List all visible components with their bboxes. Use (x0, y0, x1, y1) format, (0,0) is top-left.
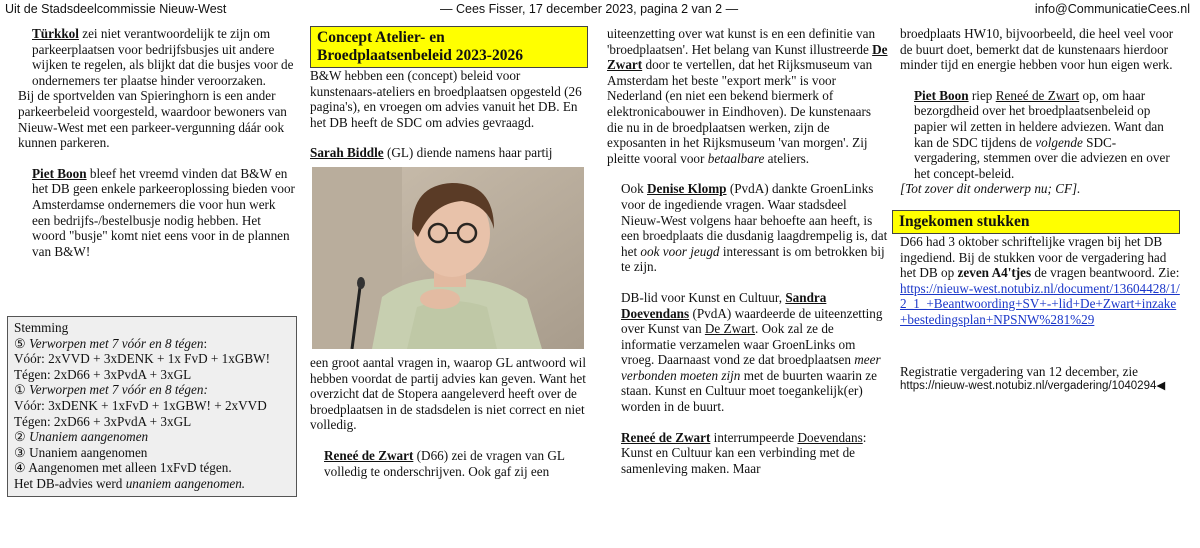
column-1 (18, 26, 296, 259)
paragraph-bw-beleid: B&W hebben een (concept) beleid voor kunstenaars-ateliers en broedplaatsen opgesteld (26 pagina's), en vroegen om advies vanuit het DB. En het DB heeft de SDC om advies gevraagd. (310, 68, 582, 130)
paragraph-text: interrumpeerde (710, 429, 798, 445)
paragraph-text: op, om haar bezorgdheid over het broedplaatsenbeleid op papier wil zetten in heldere adviezen. Want dan kan de SDC tijdens de (914, 87, 1164, 150)
paragraph-text: Ook (621, 181, 648, 197)
paragraph-text: (PvdA) waardeerde de uiteenzetting over Kunst van (621, 305, 883, 337)
stemming-line (14, 382, 290, 398)
paragraph-denise-klomp (607, 181, 889, 275)
section-heading-broedplaatsen (310, 26, 588, 68)
stemming-box (7, 316, 297, 497)
paragraph-text: ateliers. (764, 150, 810, 166)
stemming-text: Aangenomen met alleen 1xFvD tégen. (25, 460, 232, 476)
paragraph-d66-vragen (900, 234, 1180, 281)
paragraph-text: bleef het vreemd vinden dat B&W en het DB geen enkele parkeeroplossing bieden voor Amsterdamse ondernemers die voor hun werk een bedrijfs-/bestelbusje nodig hebben. Het woord "busje" komt niet eens voor in de plannen van B&W! (32, 165, 295, 259)
document-link[interactable]: https://nieuw-west.notubiz.nl/document/13604428/1/2_1_+Beantwoording+SV+-+lid+De+Zwart+inzake+bestedingsplan+NPSNW%281%29 (900, 280, 1180, 327)
section-heading-ingekomen: Ingekomen stukken (892, 210, 1180, 234)
paragraph-text: zei niet verantwoordelijk te zijn om parkeerplaatsen voor bedrijfsbusjes uit andere wijken te regelen, als blijkt dat die busjes voor de ondernemers ter plaatse hinder veroorzaken. (32, 26, 294, 88)
paragraph-text: de vragen beantwoord. Zie: (1031, 265, 1180, 281)
stemming-text: unaniem aangenomen. (125, 475, 246, 491)
paragraph-text: DB-lid voor Kunst en Cultuur, (621, 289, 786, 305)
heading-line: Concept Atelier- en (317, 29, 445, 46)
speaker-name: Sarah Biddle (310, 145, 384, 161)
stemming-line (14, 445, 290, 461)
paragraph-turkkol (18, 26, 296, 88)
stemming-text: Het DB-advies werd (14, 475, 126, 491)
registratie-text: Registratie vergadering van 12 december, zie (900, 363, 1138, 379)
paragraph-text: : Kunst en Cultuur kan een verbinding met de samenleving maken. Maar (621, 429, 867, 476)
speaker-name: Sandra Doevendans (621, 289, 827, 321)
emphasis-text: meer verbonden moeten zijn (621, 352, 881, 383)
name-reference: De Zwart (704, 321, 756, 337)
paragraph-text: (PvdA) dankte GroenLinks voor de ingediende vragen. Waar stadsdeel Nieuw-West volgens haar behoefte aan heeft, is een broedplaats die dusdanig laagdrempelig is, dat het (621, 181, 888, 259)
note-text: [Tot zover dit onderwerp nu; CF]. (900, 181, 1081, 197)
stemming-title: Stemming (14, 320, 69, 335)
speaker-name: Piet Boon (32, 165, 87, 181)
heading-line: Broedplaatsenbeleid 2023-2026 (317, 47, 523, 64)
number-4-icon: ④ (14, 460, 26, 476)
number-3-icon: ③ (14, 444, 26, 460)
stemming-line (14, 429, 290, 445)
paragraph-hw10: broedplaats HW10, bijvoorbeeld, die heel veel voor de buurt doet, bemerkt dat de kunstenaars hierdoor minder tijd en energie hebben voor hun eigen werk. (900, 26, 1174, 73)
speaker-name: Türkkol (32, 26, 79, 41)
column-3 (607, 26, 889, 476)
paragraph-piet-boon (18, 166, 296, 260)
editor-note (900, 181, 1180, 197)
paragraph-text: D66 had 3 oktober schriftelijke vragen bij het DB ingediend. Bij de stukken voor de vergadering had het DB op (900, 233, 1167, 281)
paragraph-kunst-uiteenzetting (607, 26, 889, 166)
page-header (5, 2, 1190, 20)
paragraph-renee-de-zwart (310, 448, 588, 479)
number-1-icon: ① (14, 382, 26, 398)
stemming-line (14, 460, 290, 476)
speaker-photo (312, 167, 584, 349)
column-4 (900, 26, 1180, 395)
stemming-text: Verworpen met 7 vóór en 8 tégen (25, 335, 204, 351)
header-author-date: — Cees Fisser, 17 december 2023, pagina 2 van 2 — (440, 2, 739, 16)
header-source: Uit de Stadsdeelcommissie Nieuw-West (5, 2, 227, 16)
speaker-name: Reneé de Zwart (324, 447, 414, 463)
speaker-name: De Zwart (607, 41, 888, 73)
paragraph-text: riep (968, 87, 996, 103)
stemming-text: Unaniem aangenomen (25, 429, 149, 445)
stemming-text: Unaniem aangenomen (25, 444, 148, 460)
speaker-name: Denise Klomp (647, 181, 727, 197)
paragraph-text: door te vertellen, dat het Rijksmuseum van Amsterdam het beste "export merk" is voor Nederland (en niet een bekend biermerk of elektronicabouwer in Eindhoven). De kunstenaars die nu in de broedplaatsen werken, zijn de exposanten in het Rijksmuseum 'van morgen'. Zij pleitte vooral voor (607, 57, 873, 166)
stemming-line: Tégen: 2xD66 + 3xPvdA + 3xGL (14, 366, 192, 382)
name-reference: Doevendans (797, 429, 863, 445)
stemming-line (14, 476, 290, 492)
paragraph-renee-interruptie (607, 430, 889, 477)
number-2-icon: ② (14, 429, 26, 445)
speaker-name: Reneé de Zwart (621, 429, 711, 445)
name-reference: Reneé de Zwart (995, 87, 1080, 103)
stemming-line: Vóór: 3xDENK + 1xFvD + 1xGBW! + 2xVVD (14, 397, 267, 413)
paragraph-gl-vragen: een groot aantal vragen in, waarop GL antwoord wil hebben voordat de partij advies kan geven. Want het overzicht dat de Stopera aangeleverd heeft over de broedplaatsen in de stadsdelen is niet correct en niet volledig. (310, 354, 586, 433)
paragraph-sarah-biddle (310, 145, 588, 161)
paragraph-spieringhorn: Bij de sportvelden van Spieringhorn is een ander parkeerbeleid voorgesteld, waardoor bewoners van Nieuw-West met een parkeer-vergunning dáár ook kunnen parkeren. (18, 88, 287, 151)
stemming-line: Tégen: 2xD66 + 3xPvdA + 3xGL (14, 413, 192, 429)
paragraph-text: met de buurten waarin ze staan. Kunst en Cultuur moet toegankelijk(er) worden in de buurt. (621, 367, 877, 415)
stemming-line: Vóór: 2xVVD + 3xDENK + 1x FvD + 1xGBW! (14, 351, 271, 367)
paragraph-text: (D66) zei de vragen van GL volledig te onderschrijven. Ook gaf zij een (324, 447, 565, 479)
number-5-icon: ⑤ (14, 335, 26, 351)
speaker-name: Piet Boon (914, 87, 969, 103)
paragraph-text: interessant is om betrokken bij te zijn. (621, 243, 885, 275)
paragraph-sandra-doevendans (607, 290, 889, 415)
paragraph-text: uiteenzetting over wat kunst is en een definitie van 'broedplaatsen'. Het belang van Kunst illustreerde (607, 26, 876, 57)
emphasis-text: betaalbare (707, 150, 765, 166)
paragraph-text: SDC-vergadering, stemmen over die adviezen en over het concept-beleid. (914, 134, 1170, 181)
portrait-illustration (312, 167, 584, 349)
paragraph-piet-boon-2 (900, 88, 1180, 182)
stemming-text: Verworpen met 7 vóór en 8 tégen: (25, 382, 208, 398)
registratie-url[interactable]: https://nieuw-west.notubiz.nl/vergadering/1040294◀ (900, 380, 1166, 393)
header-email[interactable]: info@CommunicatieCees.nl (1034, 2, 1190, 16)
stemming-line (14, 336, 290, 352)
paragraph-text: . Ook zal ze de informatie verzamelen waar GroenLinks om vroeg. Daarnaast vond ze dat broedplaatsen (621, 321, 856, 368)
emphasis-text: volgende (1035, 134, 1083, 150)
paragraph-text: (GL) diende namens haar partij (383, 145, 553, 161)
emphasis-text: ook voor jeugd (640, 243, 720, 259)
stemming-text: : (203, 335, 208, 351)
column-2 (310, 26, 588, 479)
bold-text: zeven A4'tjes (957, 265, 1032, 281)
